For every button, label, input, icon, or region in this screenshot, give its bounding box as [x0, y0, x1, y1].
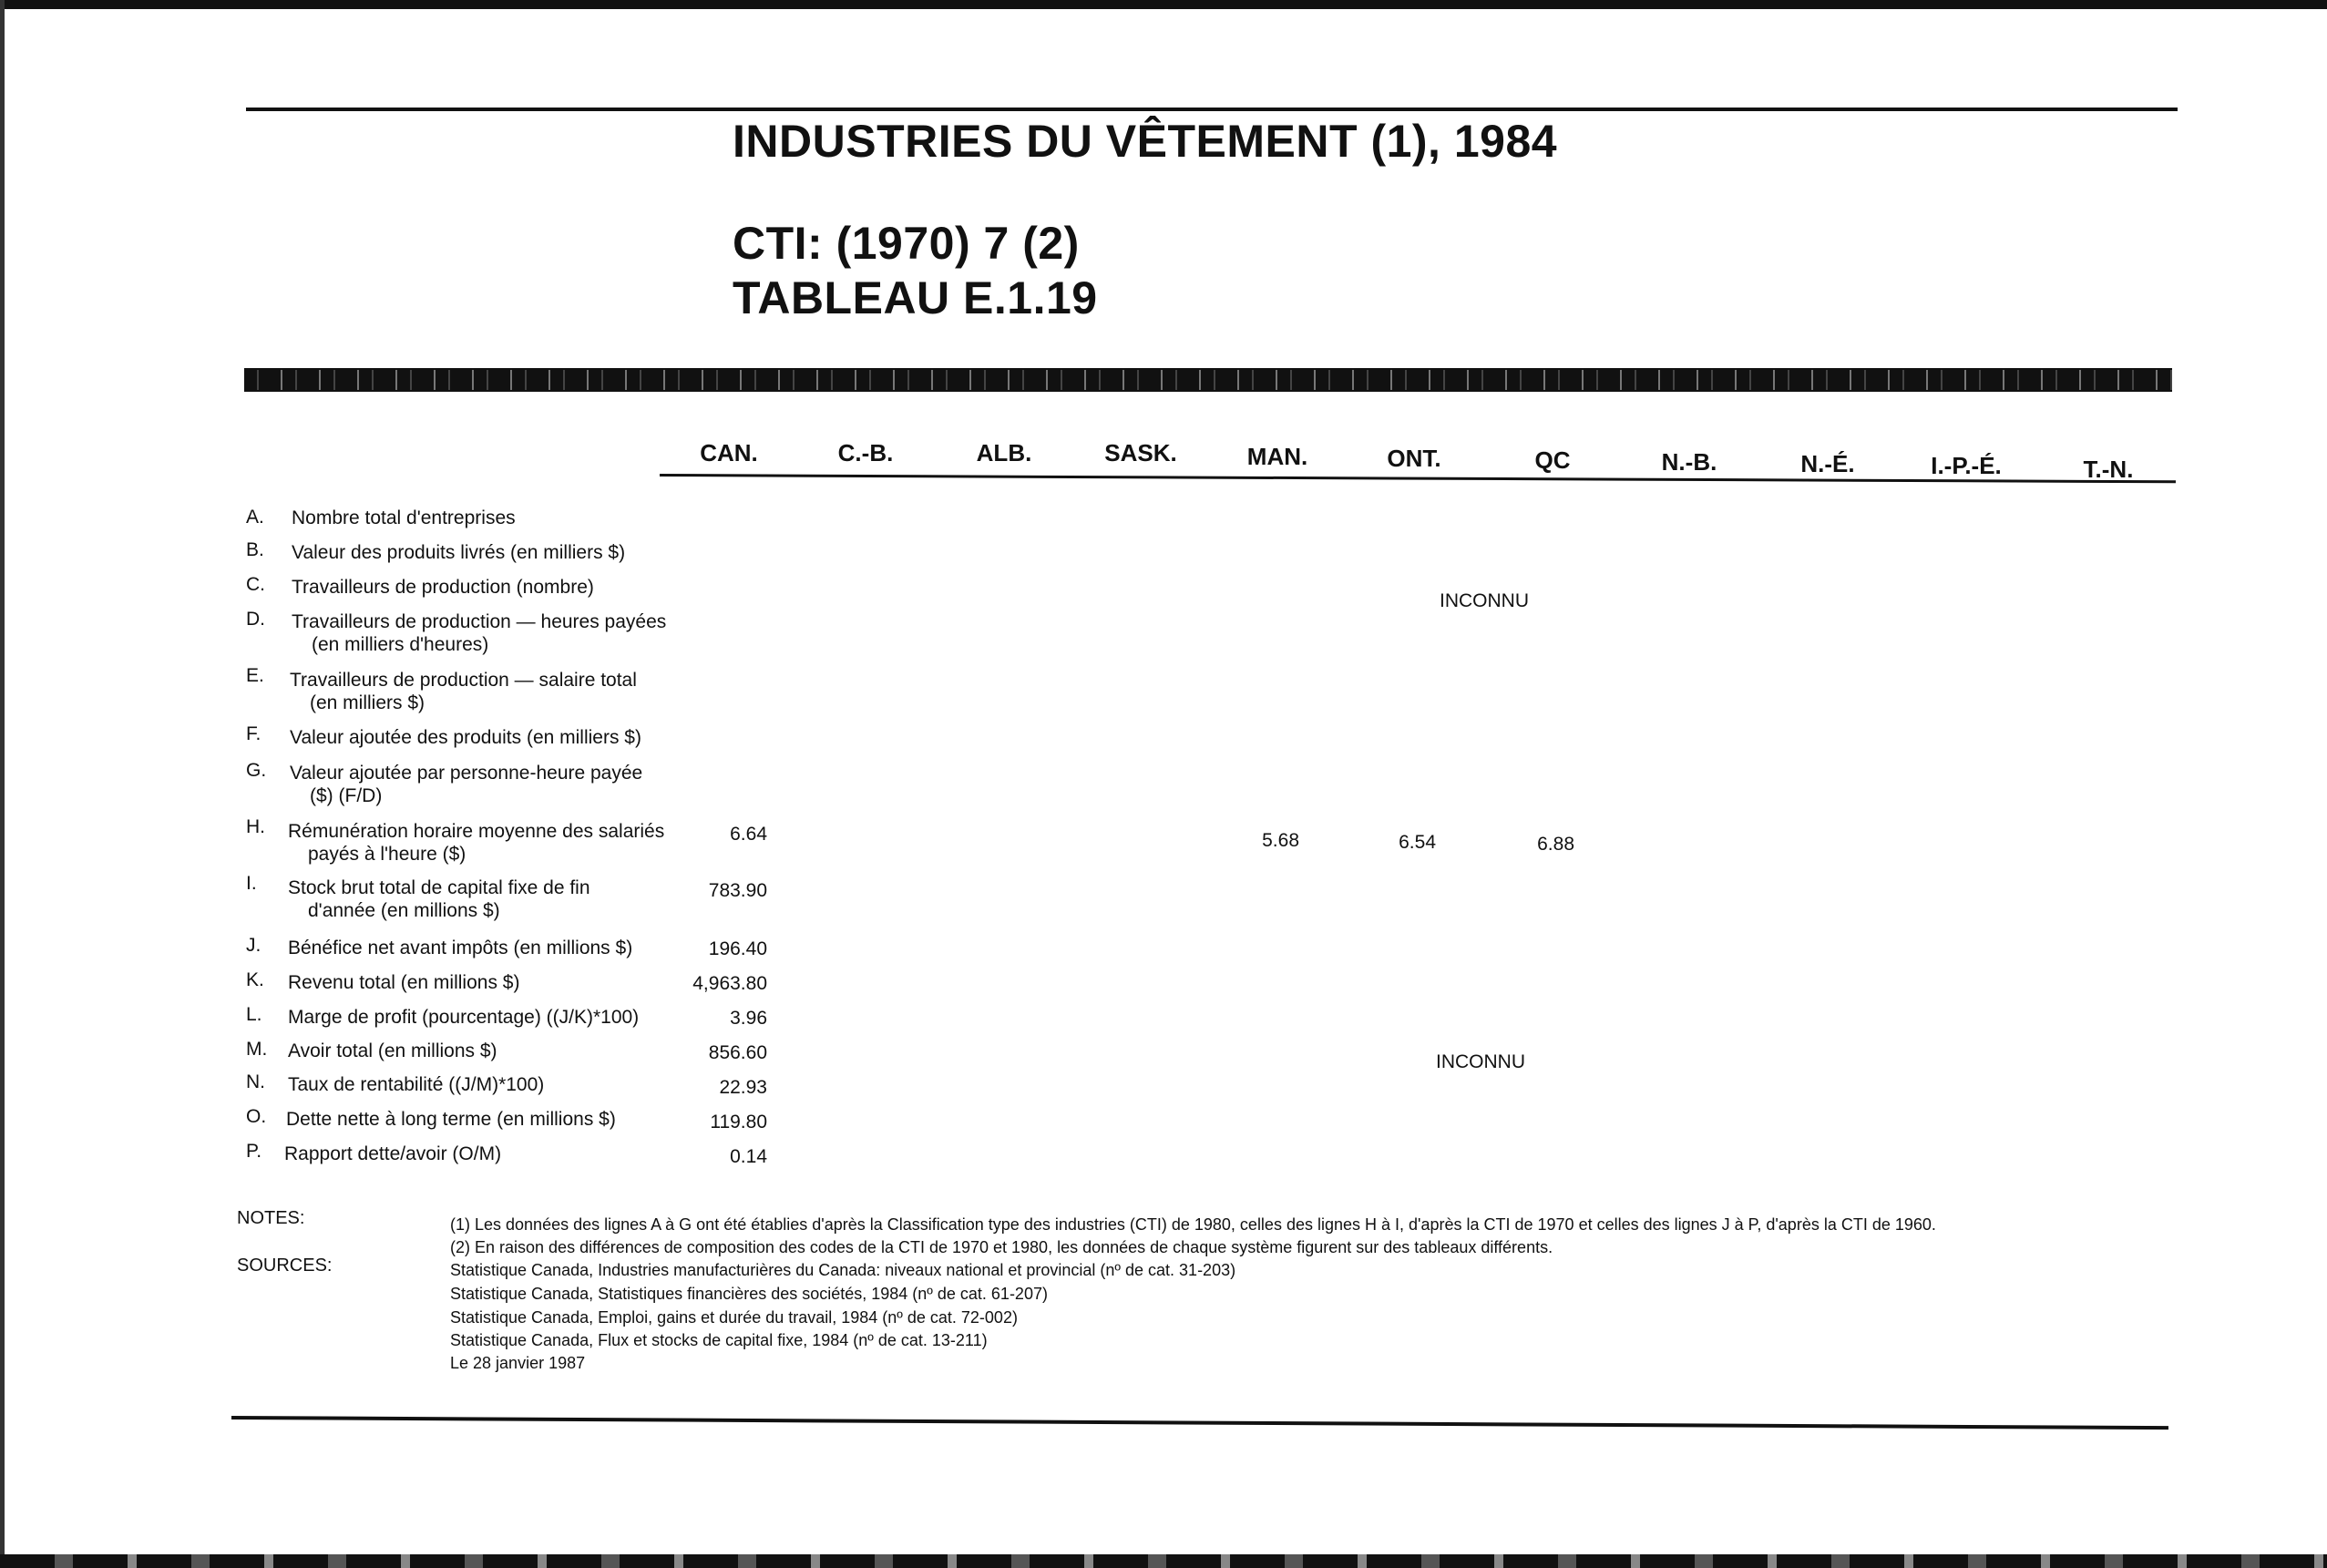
note-1: (1) Les données des lignes A à G ont été établies d'après la Classification type des industries (CTI) de 1980, celles des lignes H à I, d'après la CTI de 1970 et celles des lignes J à P, d'après la CTI de 1960. [450, 1215, 1936, 1234]
row-label-text: Rémunération horaire moyenne des salariés [288, 821, 665, 842]
col-nb: N.-B. [1661, 448, 1717, 476]
source-3: Statistique Canada, Emploi, gains et durée du travail, 1984 (nº de cat. 72-002) [450, 1308, 1018, 1327]
cell-n-can: 22.93 [719, 1077, 767, 1098]
row-letter: A. [246, 507, 264, 528]
row-label-text: Avoir total (en millions $) [288, 1040, 497, 1061]
row-label [288, 1073, 544, 1096]
row-letter: B. [246, 539, 264, 560]
row-label-text: Rapport dette/avoir (O/M) [284, 1143, 502, 1164]
row-label-continuation: (en milliers $) [310, 692, 425, 713]
col-alb: ALB. [976, 439, 1032, 466]
cell-h-ont: 6.54 [1399, 832, 1436, 853]
cell-h-man: 5.68 [1262, 830, 1299, 851]
row-label-text: Marge de profit (pourcentage) ((J/K)*100) [288, 1007, 640, 1028]
cti-code: CTI: (1970) 7 (2) [733, 218, 1080, 269]
row-letter: D. [246, 609, 265, 630]
row-label-text: Nombre total d'entreprises [292, 507, 516, 528]
row-label [288, 1040, 497, 1062]
col-ont: ONT. [1387, 445, 1441, 472]
row-label-text: Bénéfice net avant impôts (en millions $) [288, 938, 633, 958]
cell-h-can: 6.64 [730, 824, 767, 845]
row-label [292, 507, 516, 529]
sources-label: SOURCES: [237, 1255, 333, 1276]
col-can: CAN. [700, 439, 758, 466]
cell-h-qc: 6.88 [1537, 834, 1574, 855]
note-2: (2) En raison des différences de composition des codes de la CTI de 1970 et 1980, les données de chaque système figurent sur des tableaux différents. [450, 1238, 1553, 1256]
row-label [288, 876, 590, 922]
row-label [288, 1006, 639, 1029]
source-date: Le 28 janvier 1987 [450, 1354, 586, 1372]
row-label [292, 541, 625, 564]
page-title: INDUSTRIES DU VÊTEMENT (1), 1984 [733, 116, 1558, 167]
row-label-continuation: ($) (F/D) [310, 785, 383, 806]
row-label [290, 726, 641, 749]
row-label [284, 1143, 501, 1165]
row-letter: P. [246, 1141, 262, 1162]
row-label [292, 576, 594, 599]
cell-j-can: 196.40 [708, 938, 767, 959]
row-label-text: Stock brut total de capital fixe de fin [288, 877, 590, 898]
row-label-text: Revenu total (en millions $) [288, 972, 520, 993]
row-label-text: Travailleurs de production — salaire total [290, 670, 637, 691]
row-label [288, 820, 664, 866]
row-label-text: Travailleurs de production (nombre) [292, 577, 594, 598]
row-letter: E. [246, 665, 264, 686]
unknown-label-lower: INCONNU [1436, 1051, 1525, 1072]
row-label [290, 669, 637, 714]
cell-k-can: 4,963.80 [692, 973, 767, 994]
col-ne: N.-É. [1800, 450, 1855, 477]
col-tn: T.-N. [2083, 456, 2134, 483]
row-label-text: Taux de rentabilité ((J/M)*100) [288, 1074, 545, 1095]
row-label-continuation: (en milliers d'heures) [312, 634, 489, 655]
row-label-text: Travailleurs de production — heures payées [292, 611, 667, 632]
row-letter: L. [246, 1004, 262, 1025]
notes-label: NOTES: [237, 1208, 305, 1228]
cell-l-can: 3.96 [730, 1008, 767, 1029]
top-rule [246, 108, 2178, 111]
source-4: Statistique Canada, Flux et stocks de capital fixe, 1984 (nº de cat. 13-211) [450, 1331, 988, 1349]
bottom-rule [231, 1416, 2168, 1430]
scan-border-bottom [0, 1554, 2327, 1568]
source-1: Statistique Canada, Industries manufacturières du Canada: niveaux national et provincial (nº de cat. 31-203) [450, 1261, 1236, 1279]
row-letter: I. [246, 873, 257, 894]
row-label-text: Valeur ajoutée par personne-heure payée [290, 763, 643, 784]
col-qc: QC [1534, 446, 1571, 474]
row-letter: G. [246, 760, 267, 781]
cell-i-can: 783.90 [708, 880, 767, 901]
source-2: Statistique Canada, Statistiques financières des sociétés, 1984 (nº de cat. 61-207) [450, 1285, 1048, 1303]
table-number: TABLEAU E.1.19 [733, 272, 1098, 323]
unknown-label-upper: INCONNU [1440, 590, 1529, 611]
row-letter: J. [246, 935, 261, 956]
row-label-text: Valeur des produits livrés (en milliers $) [292, 542, 626, 563]
row-label [288, 937, 632, 959]
scan-border-left [0, 0, 5, 1568]
row-label-continuation: payés à l'heure ($) [308, 844, 466, 865]
header-band [244, 368, 2172, 392]
cell-p-can: 0.14 [730, 1146, 767, 1167]
row-label [288, 971, 519, 994]
row-label-text: Dette nette à long terme (en millions $) [286, 1109, 616, 1130]
row-label-text: Valeur ajoutée des produits (en milliers $) [290, 727, 641, 748]
row-letter: H. [246, 816, 265, 837]
cell-m-can: 856.60 [708, 1042, 767, 1063]
row-letter: M. [246, 1039, 268, 1060]
col-man: MAN. [1246, 443, 1308, 470]
col-cb: C.-B. [837, 439, 894, 466]
col-ipe: I.-P.-É. [1931, 452, 2002, 479]
row-letter: C. [246, 574, 265, 595]
scan-border-top [0, 0, 2327, 9]
col-sask: SASK. [1104, 439, 1177, 466]
row-label-continuation: d'année (en millions $) [308, 900, 500, 921]
row-letter: K. [246, 969, 264, 990]
row-letter: N. [246, 1071, 265, 1092]
cell-o-can: 119.80 [710, 1112, 767, 1132]
row-letter: O. [246, 1106, 267, 1127]
row-letter: F. [246, 723, 261, 744]
row-label [292, 610, 666, 656]
row-label [290, 762, 642, 807]
row-label [286, 1108, 616, 1131]
